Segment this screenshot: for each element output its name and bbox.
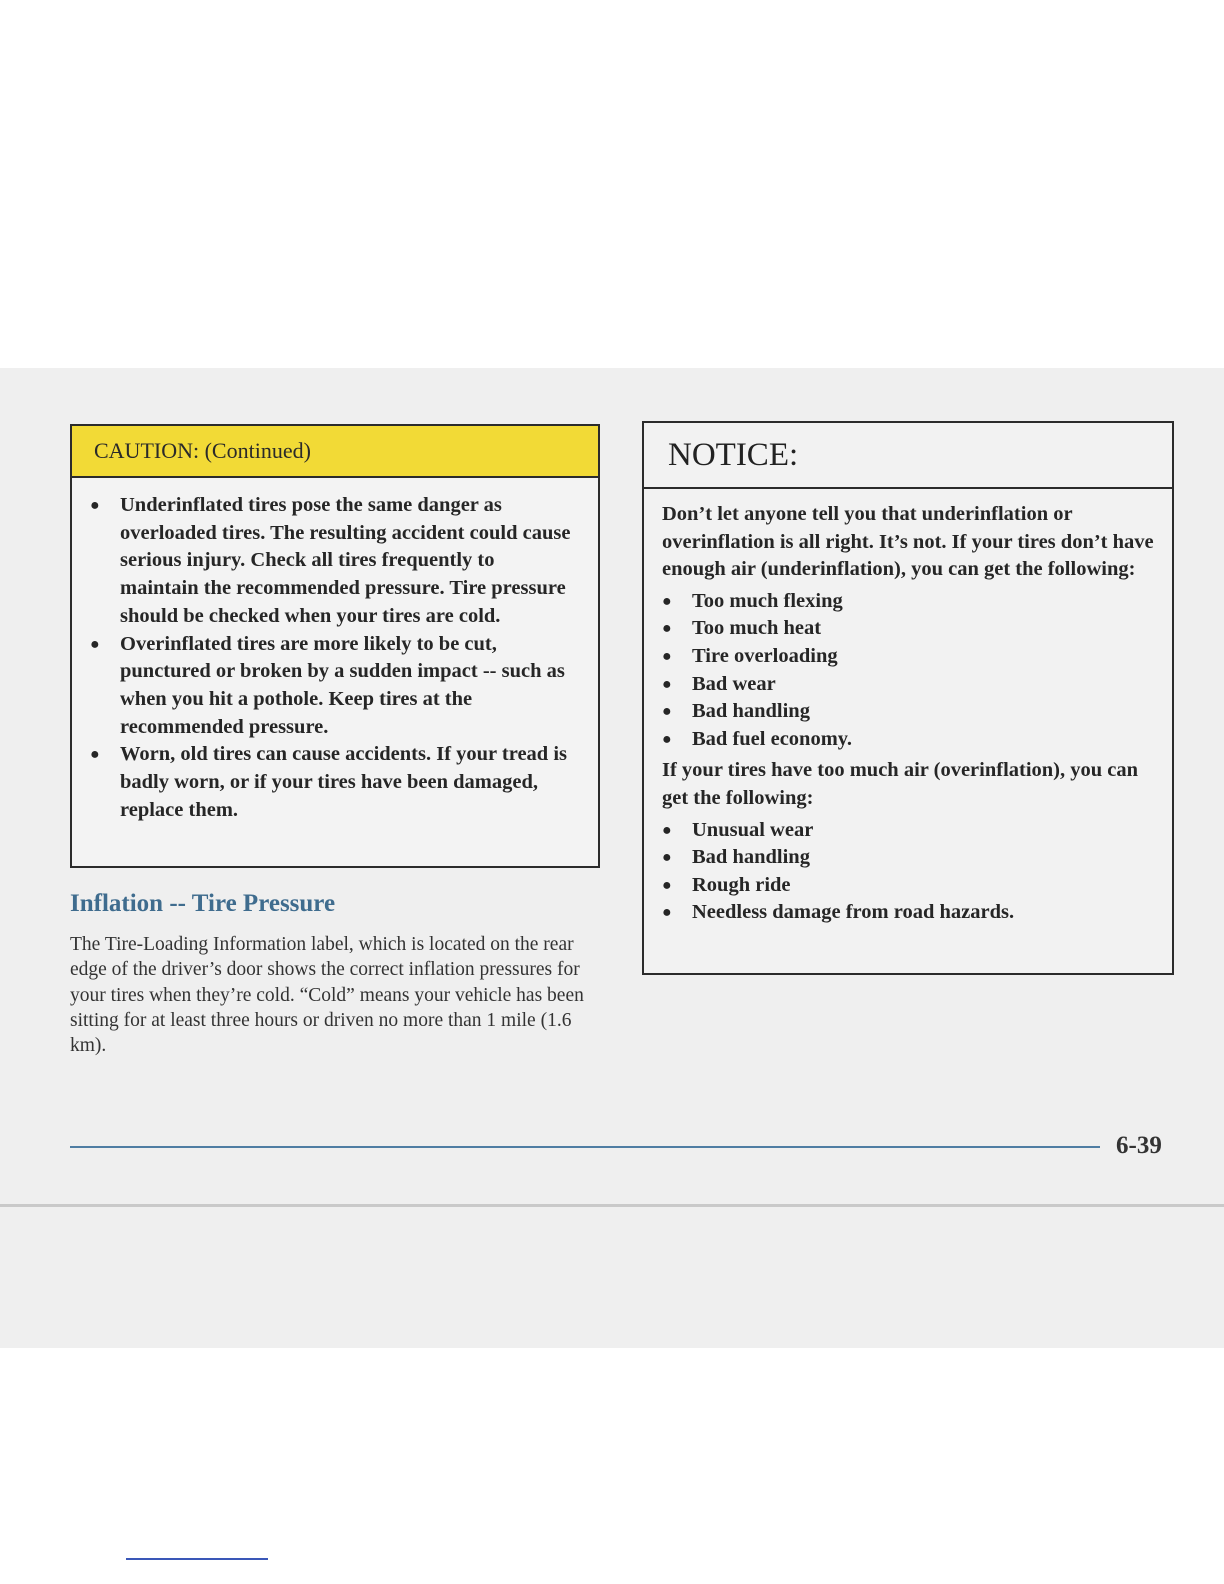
list-item xyxy=(662,899,1154,927)
bullet-icon: ● xyxy=(662,849,672,867)
bullet-icon: ● xyxy=(662,730,672,748)
list-item-text: Bad handling xyxy=(692,700,810,723)
caution-box xyxy=(70,424,600,868)
list-item-text: Bad fuel economy. xyxy=(692,727,853,750)
bullet-icon: ● xyxy=(90,497,100,514)
list-item xyxy=(662,844,1154,872)
list-item-text: Bad handling xyxy=(692,846,810,869)
list-item xyxy=(662,698,1154,726)
bullet-icon: ● xyxy=(662,592,672,610)
list-item-text: Bad wear xyxy=(692,672,776,695)
section-body: The Tire-Loading Information label, which is located on the rear edge of the driver’s door shows the correct inflation pressures for your tires when they’re cold. “Cold” means your vehicle has been sitting for at least three hours or driven no more than 1 mile (1.6 km). xyxy=(70,934,584,1057)
notice-over-intro: If your tires have too much air (overinflation), you can get the following: xyxy=(662,759,1139,809)
caution-item xyxy=(90,631,578,742)
list-item xyxy=(662,588,1154,616)
list-item-text: Too much flexing xyxy=(692,589,843,612)
bullet-icon: ● xyxy=(662,620,672,638)
notice-content xyxy=(644,489,1172,927)
caution-header: CAUTION: (Continued) xyxy=(72,426,598,478)
list-item-text: Rough ride xyxy=(692,873,791,896)
bullet-icon: ● xyxy=(662,647,672,665)
underinflation-list xyxy=(662,588,1154,754)
caution-item xyxy=(90,741,578,824)
list-item xyxy=(662,615,1154,643)
notice-header: NOTICE: xyxy=(644,423,1172,489)
list-item xyxy=(662,872,1154,900)
page-edge-divider xyxy=(0,1204,1224,1207)
caution-item-text: Overinflated tires are more likely to be cut, punctured or broken by a sudden impact -- such as when you hit a pothole. Keep tires at the recommended pressure. xyxy=(120,632,565,738)
caution-item-text: Underinflated tires pose the same danger as overloaded tires. The resulting accident could cause serious injury. Check all tires frequently to maintain the recommended pressure. Tire pressure should be checked when your tires are cold. xyxy=(120,494,571,627)
caution-item-text: Worn, old tires can cause accidents. If your tread is badly worn, or if your tires have been damaged, replace them. xyxy=(120,743,568,821)
bullet-icon: ● xyxy=(662,821,672,839)
list-item xyxy=(662,643,1154,671)
list-item-text: Tire overloading xyxy=(692,644,838,667)
notice-intro: Don’t let anyone tell you that underinflation or overinflation is all right. It’s not. If your tires don’t have enough air (underinflation), you can get the following: xyxy=(662,503,1154,581)
notice-box xyxy=(642,421,1174,975)
caution-item xyxy=(90,492,578,631)
list-item-text: Too much heat xyxy=(692,617,822,640)
footer-rule xyxy=(70,1146,1100,1148)
bullet-icon: ● xyxy=(662,703,672,721)
list-item xyxy=(662,817,1154,845)
overinflation-list xyxy=(662,817,1154,927)
list-item xyxy=(662,726,1154,754)
bullet-icon: ● xyxy=(662,876,672,894)
section-title: Inflation -- Tire Pressure xyxy=(70,890,336,917)
bottom-link-underline xyxy=(126,1558,268,1560)
bullet-icon: ● xyxy=(90,635,100,653)
caution-list xyxy=(72,478,598,824)
list-item-text: Unusual wear xyxy=(692,818,814,841)
bullet-icon: ● xyxy=(662,675,672,693)
bullet-icon: ● xyxy=(90,746,100,764)
list-item xyxy=(662,671,1154,699)
page-number: 6-39 xyxy=(1116,1132,1162,1159)
bullet-icon: ● xyxy=(662,904,672,922)
list-item-text: Needless damage from road hazards. xyxy=(692,901,1015,924)
